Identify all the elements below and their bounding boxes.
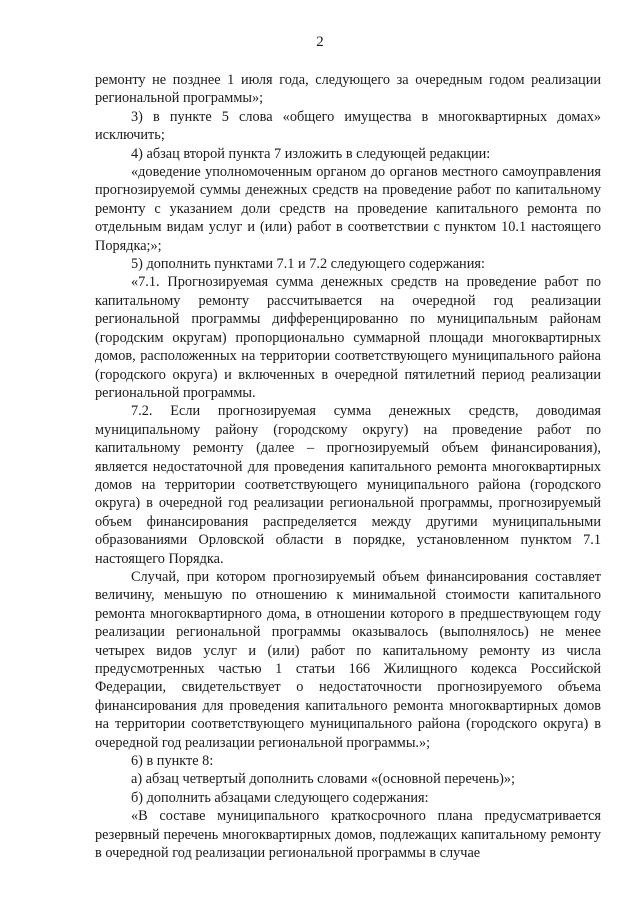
paragraph-item-3: 3) в пункте 5 слова «общего имущества в многоквартирных домах» исключить; [95, 108, 601, 144]
page-number: 2 [316, 34, 324, 50]
paragraph-clause-7-1: «7.1. Прогнозируемая сумма денежных средств на проведение работ по капитальному ремонту рассчитывается на очередной год реализации региональной программы дифференцированно по муниципальным районам (городским округам) пропорционально суммарной площади многоквартирных домов, расположенных на территории соответствующего муниципального района (городского округа) и включенных в очередной пятилетний период реализации региональной программы. [95, 274, 601, 401]
paragraph-item-6b: б) дополнить абзацами следующего содержания: [131, 789, 429, 806]
paragraph-case: Случай, при котором прогнозируемый объем финансирования составляет величину, меньшую по отношению к минимальной стоимости капитального ремонта многоквартирного дома, в отношении которого в предшествующем году реализации региональной программы оказывалось (выполнялось) не менее четырех видов услуг и (или) работ по капитальному ремонту из числа предусмотренных частью 1 статьи 166 Жилищного кодекса Российской Федерации, свидетельствует о недостаточности прогнозируемого объема финансирования для проведения капитального ремонта многоквартирных домов на территории соответствующего муниципального района (городского округа) в очередной год реализации региональной программы.»; [95, 568, 601, 751]
paragraph-continuation: ремонту не позднее 1 июля года, следующего за очередным годом реализации региональной программы»; [95, 72, 601, 107]
paragraph-reserve-list: «В составе муниципального краткосрочного плана предусматривается резервный перечень многоквартирных домов, подлежащих капитальному ремонту в очередной год реализации региональной программы в случае [95, 808, 601, 862]
paragraph-item-6a: а) абзац четвертый дополнить словами «(основной перечень)»; [131, 771, 516, 788]
paragraph-item-6: 6) в пункте 8: [131, 753, 214, 770]
paragraph-item-4-quote: «доведение уполномоченным органом до органов местного самоуправления прогнозируемой суммы денежных средств на проведение работ по капитальному ремонту с указанием доли средств на проведение капитального ремонта по отдельным видам услуг и (или) работ в соответствии с пунктом 10.1 настоящего Порядка;»; [95, 164, 601, 254]
paragraph-item-5: 5) дополнить пунктами 7.1 и 7.2 следующего содержания: [131, 256, 485, 273]
paragraph-item-4: 4) абзац второй пункта 7 изложить в следующей редакции: [131, 145, 491, 162]
paragraph-clause-7-2: 7.2. Если прогнозируемая сумма денежных средств, доводимая муниципальному району (городскому округу) на проведение работ по капитальному ремонту (далее – прогнозируемый объем финансирования), является недостаточной для проведения капитального ремонта многоквартирных домов на территории соответствующего муниципального района (городского округа) в очередной год реализации региональной программы, прогнозируемый объем финансирования распределяется между другими муниципальными образованиями Орловской области в порядке, установленном пунктом 7.1 настоящего Порядка. [95, 403, 601, 567]
document-body [95, 71, 601, 862]
